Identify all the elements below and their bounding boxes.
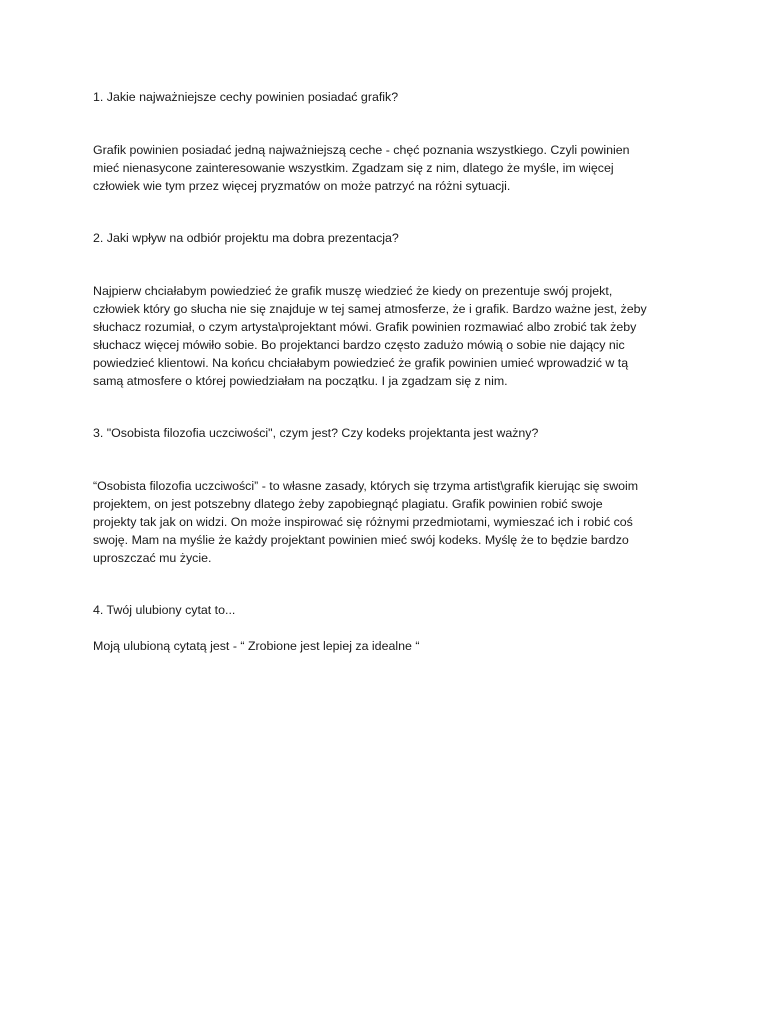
answer-line: Najpierw chciałabym powiedzieć że grafik muszę wiedzieć że kiedy on prezentuje swój projekt,	[93, 284, 613, 298]
answer-line: swoję. Mam na myślie że każdy projektant powinien mieć swój kodeks. Myślę że to będzie bardzo	[93, 533, 629, 547]
answer-line: powiedzieć klientowi. Na końcu chciałabym powiedzieć że grafik powinien umieć wprowadzić w tą	[93, 356, 629, 370]
question-2: 2. Jaki wpływ na odbiór projektu ma dobra prezentacja?	[93, 231, 399, 245]
answer-3	[93, 477, 683, 567]
answer-line: Moją ulubioną cytatą jest - “ Zrobione jest lepiej za idealne “	[93, 639, 420, 653]
answer-line: Grafik powinien posiadać jedną najważniejszą ceche - chęć poznania wszystkiego. Czyli powinien	[93, 143, 630, 157]
answer-2	[93, 282, 683, 390]
question-4: 4. Twój ulubiony cytat to...	[93, 603, 236, 617]
answer-1	[93, 141, 683, 195]
answer-line: “Osobista filozofia uczciwości” - to własne zasady, których się trzyma artist\grafik kierując się swoim	[93, 479, 639, 493]
answer-line: człowiek który go słucha nie się znajduje w tej samej atmosferze, że i grafik. Bardzo ważne jest, żeby	[93, 302, 647, 316]
answer-line: mieć nienasycone zainteresowanie wszystkim. Zgadzam się z nim, dlatego że myśle, im więcej	[93, 161, 614, 175]
answer-4	[93, 637, 683, 655]
answer-line: samą atmosfere o której powiedziałam na początku. I ja zgadzam się z nim.	[93, 374, 508, 388]
answer-line: uproszczać mu życie.	[93, 551, 212, 565]
question-1: 1. Jakie najważniejsze cechy powinien posiadać grafik?	[93, 90, 399, 104]
answer-line: słuchacz rozumiał, o czym artysta\projektant mówi. Grafik powinien rozmawiać albo zrobić tak żeby	[93, 320, 637, 334]
question-3: 3. "Osobista filozofia uczciwości", czym jest? Czy kodeks projektanta jest ważny?	[93, 426, 539, 440]
answer-line: człowiek wie tym przez więcej pryzmatów on może patrzyć na różni sytuacji.	[93, 179, 511, 193]
answer-line: projektem, on jest potszebny dlatego żeby zapobiegnąć plagiatu. Grafik powinien robić swoje	[93, 497, 603, 511]
answer-line: słuchacz więcej mówiło sobie. Bo projektanci bardzo często zadużo mówią o sobie nie dający nic	[93, 338, 625, 352]
document-body	[93, 88, 683, 655]
answer-line: projekty tak jak on widzi. On może inspirować się różnymi przedmiotami, wymieszać ich i robić coś	[93, 515, 633, 529]
